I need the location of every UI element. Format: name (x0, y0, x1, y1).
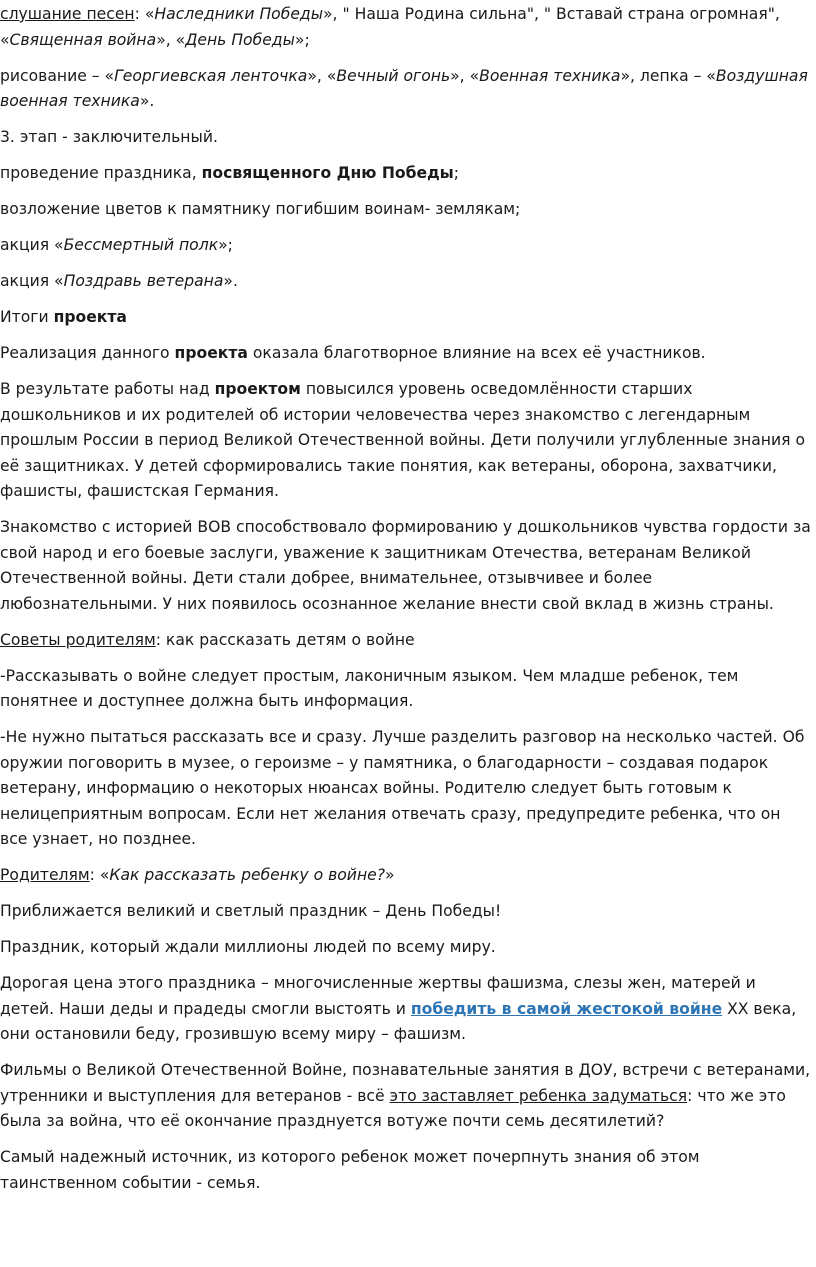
bold-run: проектом (214, 380, 301, 398)
flowers-paragraph: возложение цветов к памятнику погибшим воинам- землякам; (0, 200, 521, 218)
text-run: »; (294, 30, 310, 49)
text-run: », « (450, 66, 480, 85)
text-run: XX века, они остановили беду, грозившую всему миру – фашизм. (0, 999, 797, 1043)
underlined-run: Советы родителям (0, 630, 156, 649)
immortal-regiment-paragraph (0, 233, 812, 259)
text-run: », « (307, 66, 337, 85)
text-run: », лепка – « (620, 66, 716, 85)
family-paragraph: Самый надежный источник, из которого ребенок может почерпнуть знания об этом таинственном событии - семья. (0, 1148, 700, 1192)
text-run: акция « (0, 236, 64, 254)
text-run: Фильмы о Великой Отечественной Войне, познавательные занятия в ДОУ, встречи с ветеранами, утренники и выступления для ветеранов - всё (0, 1061, 811, 1105)
text-run: акция « (0, 272, 64, 290)
topic-title: Вечный огонь (336, 66, 451, 85)
topic-title: Георгиевская ленточка (114, 66, 308, 85)
text-run: ». (139, 92, 155, 110)
text-run: : как рассказать детям о войне (155, 630, 415, 649)
underlined-run: Родителям (0, 866, 90, 884)
bold-run: проекта (53, 308, 127, 326)
text-run: рисование – « (0, 66, 115, 85)
text-run: », « (156, 30, 186, 49)
text-run: ». (223, 272, 238, 290)
text-run: » (385, 866, 395, 884)
italic-run: Как рассказать ребенку о войне? (109, 866, 386, 884)
topic-title: Воздушная военная техника (0, 66, 808, 110)
songs-paragraph (0, 2, 812, 53)
song-title: Священная война (9, 30, 157, 49)
text-run: оказала благотворное влияние на всех её участников. (247, 344, 706, 362)
text-run: », " Наша Родина сильна", " Вставай страна огромная", « (0, 5, 780, 49)
text-run: Реализация данного (0, 344, 175, 362)
parent-advice-heading (0, 628, 812, 654)
bold-run: проекта (174, 344, 248, 362)
drawing-paragraph (0, 64, 812, 115)
films-paragraph (0, 1058, 812, 1135)
text-run: проведение праздника, (0, 164, 202, 182)
millions-paragraph: Праздник, который ждали миллионы людей по всему миру. (0, 938, 496, 956)
holiday-paragraph (0, 161, 812, 187)
advice-item-not-all-at-once: -Не нужно пытаться рассказать все и сразу. Лучше разделить разговор на несколько частей. Об оружии поговорить в музее, о героизме – у памятника, о благодарности – создавая подарок ветерану, информацию о некоторых нюансах войны. Родителю следует быть готовым к нелицеприятным вопросам. Если нет желания отвечать сразу, предупредите ребенка, что он все узнает, но позднее. (0, 728, 805, 848)
text-run: »; (218, 236, 233, 254)
action-title: Бессмертный полк (63, 236, 219, 254)
topic-title: Военная техника (479, 66, 621, 85)
stage-three-paragraph: 3. этап - заключительный. (0, 128, 218, 146)
results-heading (0, 305, 812, 331)
implementation-paragraph (0, 341, 812, 367)
song-title: Наследники Победы (154, 5, 324, 23)
text-run: : « (134, 5, 155, 23)
advice-item-simple-language: -Рассказывать о войне следует простым, лаконичным языком. Чем младше ребенок, тем понятнее и доступнее должна быть информация. (0, 666, 739, 710)
text-run: : « (89, 866, 110, 884)
text-run: Дорогая цена этого праздника – многочисленные жертвы фашизма, слезы жен, матерей и детей. Наши деды и прадеды смогли выстоять и (0, 974, 756, 1018)
outcome-paragraph (0, 377, 812, 505)
action-title: Поздравь ветерана (63, 272, 224, 290)
text-run: ; (453, 164, 460, 182)
songs-heading: слушание песен (0, 5, 135, 23)
history-paragraph: Знакомство с историей ВОВ способствовало формированию у дошкольников чувства гордости за свой народ и его боевые заслуги, уважение к защитникам Отечества, ветеранам Великой Отечественной войны. Дети стали добрее, внимательнее, отзывчивее и более любознательными. У них появилось осознанное желание внести свой вклад в жизнь страны. (0, 518, 811, 613)
text-run: повысился уровень осведомлённости старших дошкольников и их родителей об истории человечества через знакомство с легендарным прошлым России в период Великой Отечественной войны. Дети получили углубленные знания о её защитниках. У детей сформировались такие понятия, как ветераны, оборона, захватчики, фашисты, фашистская Германия. (0, 380, 806, 500)
congratulate-veteran-paragraph (0, 269, 812, 295)
bold-run: посвященного Дню Победы (201, 164, 454, 182)
holiday-approaching-paragraph: Приближается великий и светлый праздник – День Победы! (0, 902, 502, 920)
song-title: День Победы (185, 30, 295, 49)
text-run: Итоги (0, 308, 54, 326)
text-run: : что же это была за война, что её окончание празднуется вотуже почти семь десятилетий? (0, 1086, 786, 1130)
underlined-run: это заставляет ребенка задуматься (389, 1086, 688, 1105)
parents-heading (0, 863, 812, 889)
price-paragraph (0, 971, 812, 1048)
victory-link[interactable]: победить в самой жестокой войне (410, 999, 723, 1018)
text-run: В результате работы над (0, 380, 215, 398)
